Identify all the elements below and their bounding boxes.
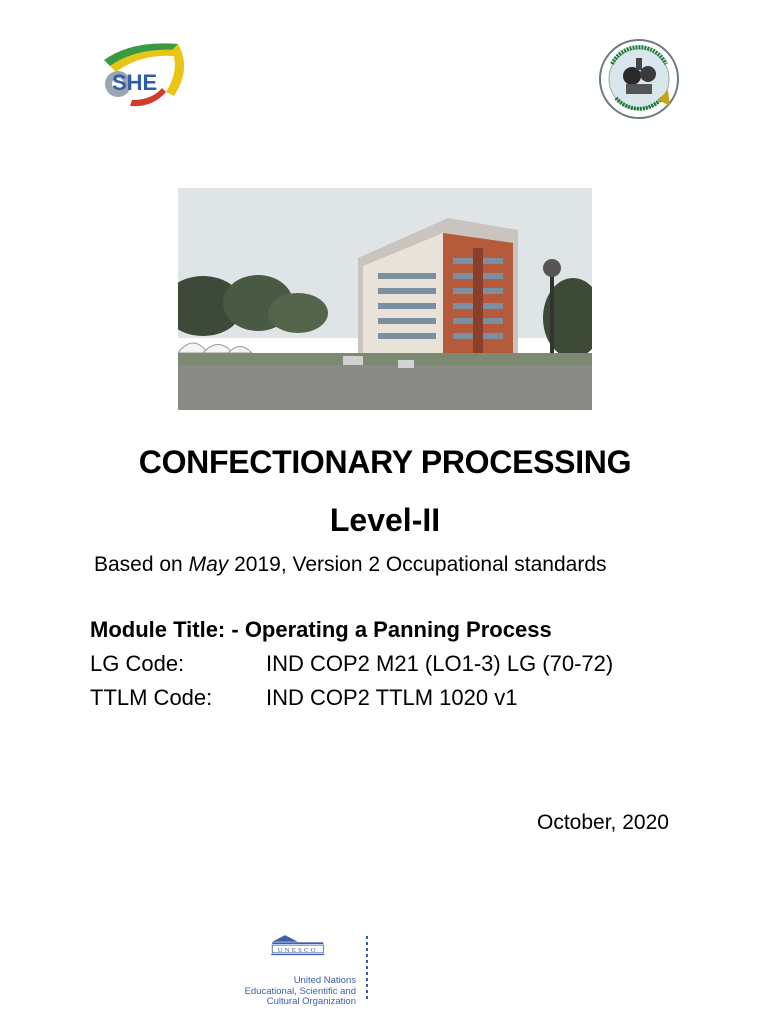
lg-code-row	[90, 651, 613, 677]
module-title-row	[90, 617, 552, 643]
module-title-value: Operating a Panning Process	[244, 617, 552, 642]
unesco-organization-name	[200, 976, 356, 1008]
unesco-logo-text: UNESCO	[277, 946, 318, 954]
unesco-divider	[366, 936, 368, 1002]
document-date: October, 2020	[537, 811, 669, 834]
building-photo	[178, 188, 592, 410]
lg-code-label: LG Code:	[90, 651, 185, 676]
unesco-line-3: Cultural Organization	[266, 996, 356, 1007]
standard-prefix: Based on	[94, 553, 189, 576]
document-title: CONFECTIONARY PROCESSING	[138, 444, 632, 480]
standard-suffix: 2019, Version 2 Occupational standards	[228, 553, 607, 576]
module-title-label: Module Title: -	[90, 617, 245, 642]
standard-month: May	[188, 553, 229, 576]
lg-code-value: IND COP2 M21 (LO1-3) LG (70-72)	[266, 651, 614, 676]
unesco-logo	[200, 934, 375, 974]
tvet-agency-seal	[598, 38, 680, 120]
she-logo-text: SHE	[112, 70, 158, 95]
ttlm-code-label: TTLM Code:	[90, 685, 213, 710]
unesco-line-1: United Nations	[293, 975, 356, 986]
she-logo	[92, 38, 192, 112]
unesco-line-2: Educational, Scientific and	[244, 985, 356, 997]
ttlm-code-value: IND COP2 TTLM 1020 v1	[266, 685, 518, 710]
occupational-standard-line	[94, 553, 607, 577]
document-level: Level-II	[329, 502, 441, 538]
ttlm-code-row	[90, 685, 517, 711]
